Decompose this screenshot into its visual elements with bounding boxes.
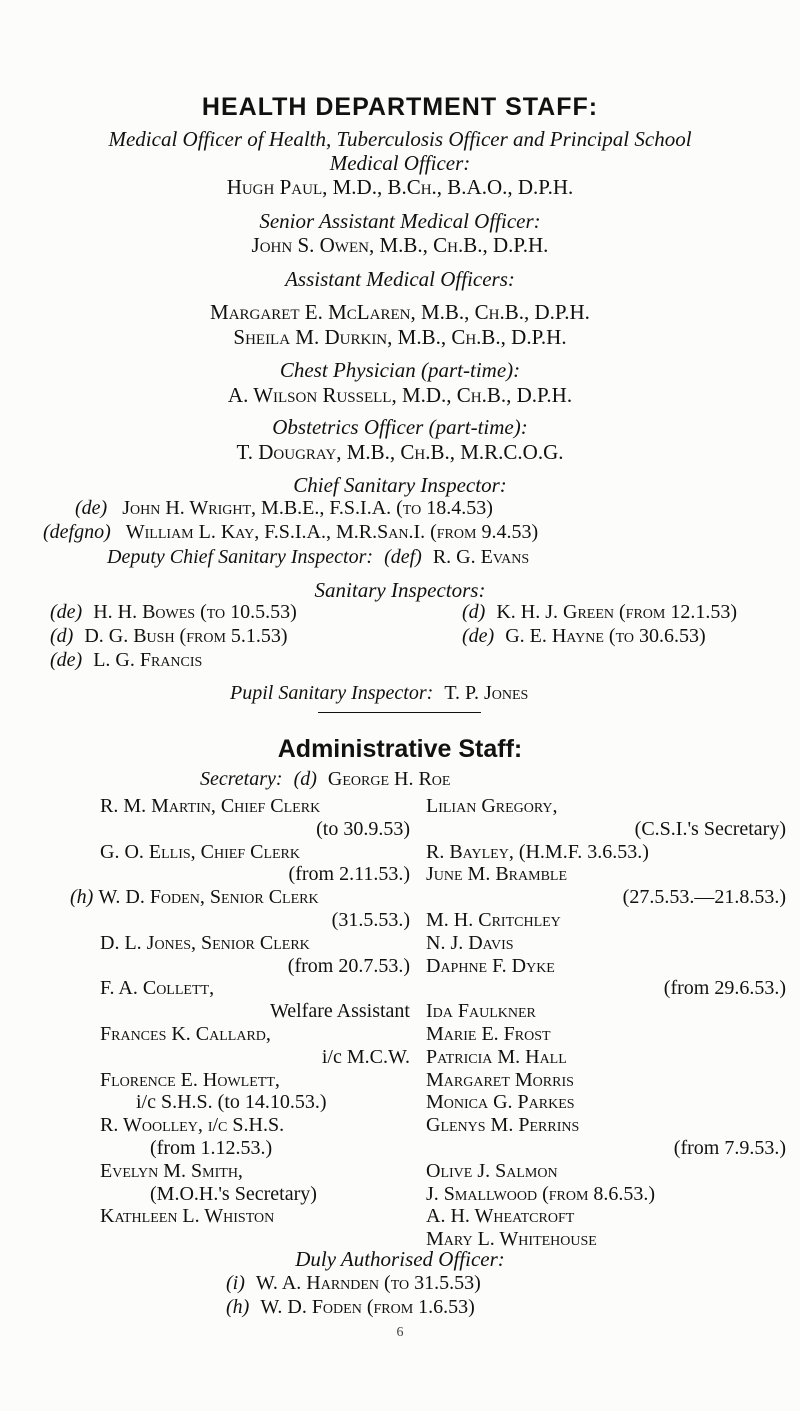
- admin-left-note: (31.5.53.): [331, 908, 410, 931]
- admin-right-item: Olive J. Salmon: [426, 1159, 558, 1182]
- admin-right-note: (C.S.I.'s Secretary): [634, 817, 786, 840]
- si-code: (de): [50, 649, 83, 671]
- dao-entry-2: [226, 1296, 475, 1319]
- pupil-role: Pupil Sanitary Inspector:: [230, 682, 434, 704]
- si-name: L. G. Francis: [93, 649, 203, 671]
- csi-name: William L. Kay, F.S.I.A., M.R.San.I. (from 9.4.53): [125, 521, 539, 543]
- admin-left-note: (from 2.11.53.): [288, 863, 410, 886]
- section-divider: [318, 712, 481, 713]
- si-left-3: [50, 649, 202, 672]
- admin-heading: Administrative Staff:: [277, 735, 523, 763]
- pupil-name: T. P. Jones: [444, 682, 529, 704]
- dao-name: W. A. Harnden (to 31.5.53): [255, 1272, 481, 1294]
- si-name: G. E. Hayne (to 30.6.53): [505, 625, 706, 647]
- admin-left-item: Kathleen L. Whiston: [100, 1205, 275, 1228]
- admin-left-note: Welfare Assistant: [269, 1000, 410, 1023]
- admin-left-item: D. L. Jones, Senior Clerk: [100, 931, 310, 954]
- si-code: (d): [462, 601, 486, 623]
- page-number: 6: [396, 1325, 404, 1340]
- admin-left-note: (from 20.7.53.): [287, 954, 410, 977]
- admin-secretary: [200, 768, 450, 791]
- admin-left-item: (h) W. D. Foden, Senior Clerk: [70, 886, 319, 909]
- admin-right-item: Daphne F. Dyke: [426, 954, 555, 977]
- si-right-2: [462, 625, 706, 648]
- admin-right-column: [426, 795, 786, 1251]
- pupil-si: [230, 682, 528, 705]
- dao-entry-1: [226, 1272, 481, 1295]
- admin-right-item: Mary L. Whitehouse: [426, 1228, 597, 1251]
- admin-left-item: F. A. Collett,: [100, 977, 215, 1000]
- chest-name: A. Wilson Russell, M.D., Ch.B., D.P.H.: [227, 383, 573, 407]
- dao-role: Duly Authorised Officer:: [295, 1247, 505, 1271]
- admin-left-note: i/c S.H.S. (to 14.10.53.): [136, 1091, 327, 1114]
- csi-code: (de): [75, 497, 108, 519]
- csi-entry-2: [43, 521, 538, 544]
- admin-right-item: June M. Bramble: [426, 863, 568, 886]
- dao-code: (h): [226, 1296, 250, 1318]
- secretary-role: Secretary:: [200, 768, 283, 790]
- admin-right-item: Lilian Gregory,: [426, 795, 558, 817]
- admin-right-item: Margaret Morris: [426, 1068, 574, 1091]
- admin-left-item: G. O. Ellis, Chief Clerk: [100, 840, 300, 863]
- admin-right-item: J. Smallwood (from 8.6.53.): [426, 1182, 656, 1205]
- si-role: Sanitary Inspectors:: [314, 578, 486, 602]
- admin-right-item: N. J. Davis: [426, 931, 514, 954]
- deputy-code: (def): [384, 546, 422, 568]
- admin-right-item: Glenys M. Perrins: [426, 1114, 580, 1137]
- amo-name-2: Sheila M. Durkin, M.B., Ch.B., D.P.H.: [233, 325, 567, 349]
- admin-left-item: R. Woolley, i/c S.H.S.: [100, 1114, 285, 1137]
- csi-role: Chief Sanitary Inspector:: [293, 473, 507, 497]
- senior-amo-name: John S. Owen, M.B., Ch.B., D.P.H.: [251, 233, 549, 257]
- obstetrics-name: T. Dougray, M.B., Ch.B., M.R.C.O.G.: [236, 440, 564, 464]
- csi-code: (defgno): [43, 521, 111, 543]
- csi-entry-1: [75, 497, 493, 520]
- dao-name: W. D. Foden (from 1.6.53): [260, 1296, 475, 1318]
- moh-name: Hugh Paul, M.D., B.Ch., B.A.O., D.P.H.: [226, 175, 574, 199]
- admin-left-item: Frances K. Callard,: [100, 1022, 271, 1045]
- secretary-code: (d): [293, 768, 317, 790]
- si-code: (d): [50, 625, 74, 647]
- moh-role-line1: Medical Officer of Health, Tuberculosis Officer and Principal School: [108, 127, 692, 151]
- admin-right-item: Patricia M. Hall: [426, 1045, 567, 1068]
- admin-right-item: A. H. Wheatcroft: [426, 1205, 575, 1228]
- si-name: D. G. Bush (from 5.1.53): [84, 625, 288, 647]
- admin-left-note: (from 1.12.53.): [150, 1136, 273, 1159]
- admin-left-item: Florence E. Howlett,: [100, 1068, 280, 1091]
- si-code: (de): [462, 625, 495, 647]
- chest-role: Chest Physician (part-time):: [279, 358, 521, 382]
- senior-amo-role: Senior Assistant Medical Officer:: [259, 209, 541, 233]
- csi-name: John H. Wright, M.B.E., F.S.I.A. (to 18.4.53): [122, 497, 493, 519]
- dao-code: (i): [226, 1272, 245, 1294]
- si-name: H. H. Bowes (to 10.5.53): [93, 601, 297, 623]
- admin-right-note: (from 29.6.53.): [663, 977, 786, 1000]
- admin-right-item: M. H. Critchley: [426, 908, 561, 931]
- admin-right-note: (from 7.9.53.): [673, 1136, 786, 1159]
- admin-right-item: Monica G. Parkes: [426, 1091, 575, 1114]
- admin-right-item: Ida Faulkner: [426, 1000, 536, 1023]
- si-right-1: [462, 601, 737, 624]
- page-title: HEALTH DEPARTMENT STAFF:: [201, 93, 599, 121]
- deputy-name: R. G. Evans: [432, 546, 530, 568]
- obstetrics-role: Obstetrics Officer (part-time):: [272, 415, 528, 439]
- admin-left-item: Evelyn M. Smith,: [100, 1159, 243, 1182]
- admin-right-item: Marie E. Frost: [426, 1022, 551, 1045]
- secretary-name: George H. Roe: [327, 768, 451, 790]
- si-code: (de): [50, 601, 83, 623]
- admin-right-item: R. Bayley, (H.M.F. 3.6.53.): [426, 840, 649, 863]
- admin-left-column: [70, 795, 410, 1228]
- si-name: K. H. J. Green (from 12.1.53): [496, 601, 737, 623]
- deputy-csi: [107, 546, 529, 569]
- admin-right-note: (27.5.53.—21.8.53.): [622, 886, 786, 909]
- admin-left-note: (M.O.H.'s Secretary): [150, 1182, 317, 1205]
- amo-role: Assistant Medical Officers:: [285, 267, 515, 291]
- moh-role-line2: Medical Officer:: [329, 151, 471, 175]
- admin-left-note: (to 30.9.53): [316, 817, 410, 840]
- admin-left-item: R. M. Martin, Chief Clerk: [100, 795, 321, 817]
- si-left-2: [50, 625, 288, 648]
- amo-name-1: Margaret E. McLaren, M.B., Ch.B., D.P.H.: [210, 300, 590, 324]
- deputy-role: Deputy Chief Sanitary Inspector:: [107, 546, 374, 568]
- admin-left-note: i/c M.C.W.: [321, 1045, 410, 1068]
- si-left-1: [50, 601, 297, 624]
